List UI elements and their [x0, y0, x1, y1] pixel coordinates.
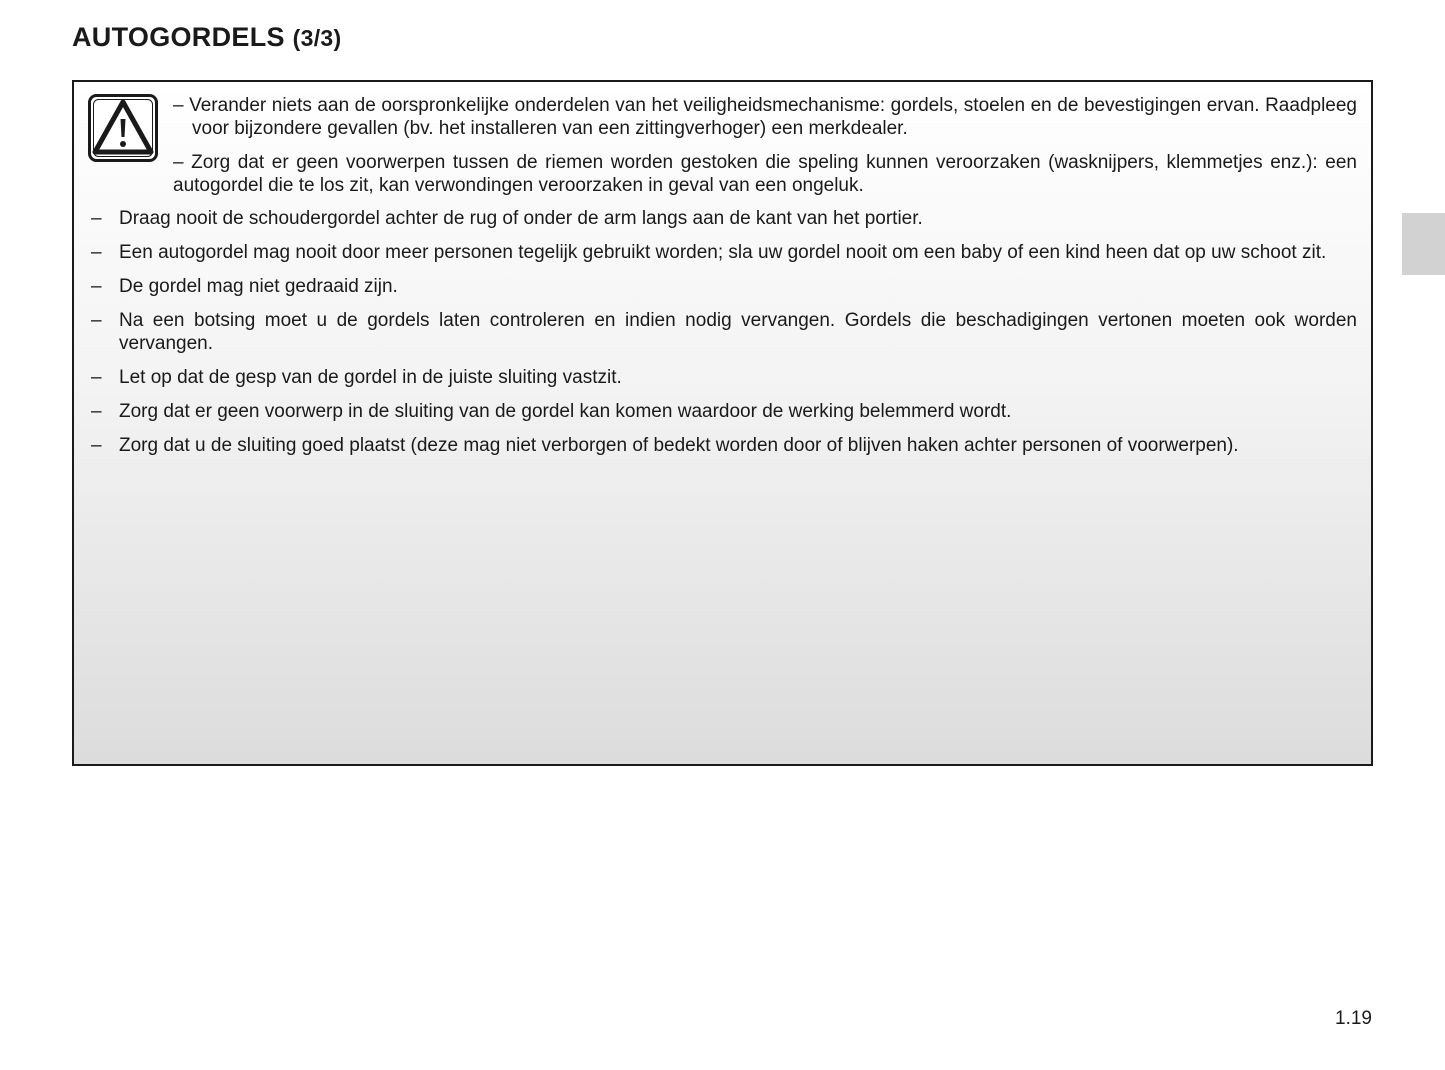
- warning-box: [72, 80, 1373, 766]
- list-item-text: Let op dat de gesp van de gordel in de juiste sluiting vastzit.: [119, 367, 622, 388]
- list-item: [88, 207, 1357, 230]
- bullet-dash: –: [91, 208, 102, 229]
- list-item: [88, 434, 1357, 457]
- bullet-dash: –: [91, 435, 102, 456]
- list-item: [88, 241, 1357, 264]
- list-item-text: De gordel mag niet gedraaid zijn.: [119, 276, 398, 297]
- page-title: [72, 22, 341, 53]
- list-item: [88, 366, 1357, 389]
- list-item: [88, 275, 1357, 298]
- warning-intro-paragraph: – Zorg dat er geen voorwerpen tussen de riemen worden gestoken die speling kunnen veroorzaken (wasknijpers, klemmetjes enz.): een autogordel die te los zit, kan verwondingen veroorzaken in geval van een ongeluk.: [173, 152, 1357, 196]
- page-title-part: (3/3): [292, 25, 342, 51]
- bullet-dash: –: [91, 401, 102, 422]
- warning-bullet-list: [88, 207, 1357, 468]
- list-item-text: Draag nooit de schoudergordel achter de rug of onder de arm langs aan de kant van het portier.: [119, 208, 923, 229]
- warning-intro: [173, 94, 1357, 208]
- warning-intro-paragraph: – Verander niets aan de oorspronkelijke onderdelen van het veiligheidsmechanisme: gordels, stoelen en de bevestigingen ervan. Raadpleeg voor bijzondere gevallen (bv. het installeren van een zittingverhoger) een merkdealer.: [173, 95, 1357, 139]
- bullet-dash: –: [91, 242, 102, 263]
- chapter-side-tab: [1402, 213, 1445, 275]
- page-title-text: AUTOGORDELS: [72, 22, 285, 52]
- list-item-text: Na een botsing moet u de gordels laten controleren en indien nodig vervangen. Gordels die beschadigingen vertonen moeten ook worden vervangen.: [119, 310, 1357, 354]
- page-number: 1.19: [1335, 1008, 1372, 1029]
- list-item: [88, 400, 1357, 423]
- list-item-text: Zorg dat er geen voorwerp in de sluiting van de gordel kan komen waardoor de werking belemmerd wordt.: [119, 401, 1012, 422]
- warning-triangle-icon: [88, 94, 158, 162]
- list-item: [88, 309, 1357, 355]
- bullet-dash: –: [91, 310, 102, 331]
- bullet-dash: –: [91, 367, 102, 388]
- list-item-text: Een autogordel mag nooit door meer personen tegelijk gebruikt worden; sla uw gordel nooit om een baby of een kind heen dat op uw schoot zit.: [119, 242, 1327, 263]
- bullet-dash: –: [91, 276, 102, 297]
- list-item-text: Zorg dat u de sluiting goed plaatst (deze mag niet verborgen of bedekt worden door of blijven haken achter personen of voorwerpen).: [119, 435, 1239, 456]
